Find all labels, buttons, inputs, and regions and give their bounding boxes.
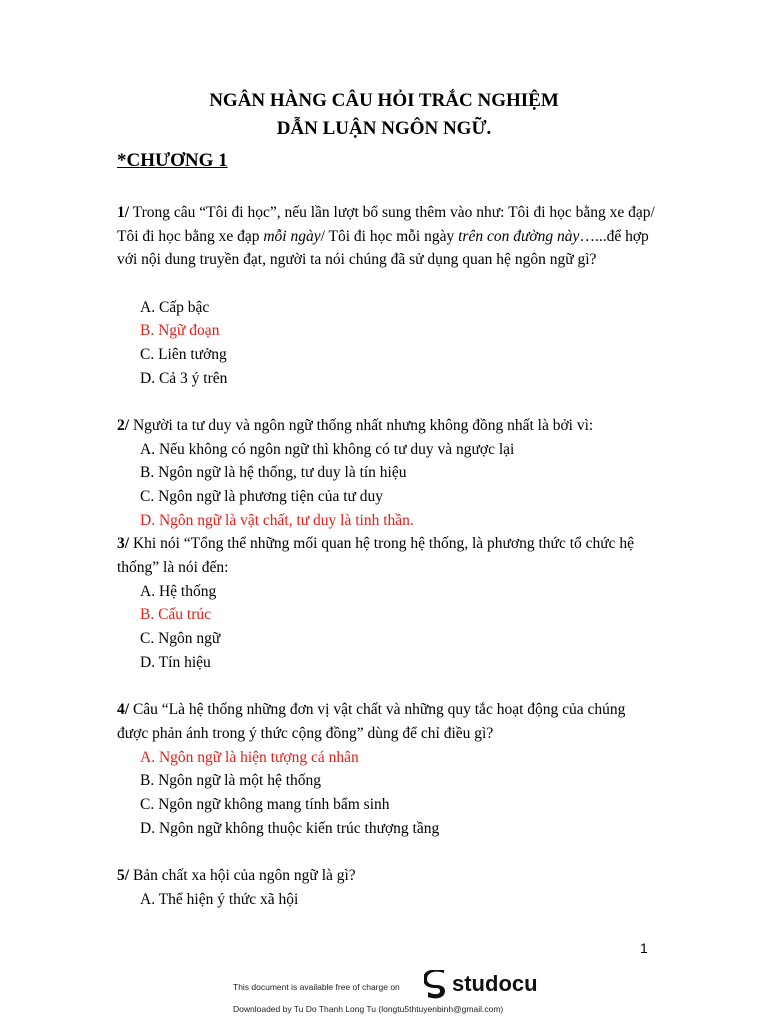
question-2 <box>117 414 657 438</box>
question-number: 3/ <box>117 535 130 552</box>
option-4d: D. Ngôn ngữ không thuộc kiến trúc thượng tầng <box>140 820 440 837</box>
option-3c: C. Ngôn ngữ <box>140 630 221 647</box>
document-title-line2: DẪN LUẬN NGÔN NGỮ. <box>276 118 492 139</box>
question-text: Khi nói “Tổng thể những mối quan hệ trong hệ thống, là phương thức tổ chức hệ thống” là nói đến: <box>117 535 635 576</box>
option-2c: C. Ngôn ngữ là phương tiện của tư duy <box>140 488 384 505</box>
studocu-brand[interactable]: studocu <box>452 971 538 996</box>
option-3d: D. Tín hiệu <box>140 654 211 671</box>
option-2b: B. Ngôn ngữ là hệ thống, tư duy là tín hiệu <box>140 464 407 481</box>
question-text: Câu “Là hệ thống những đơn vị vật chất và những quy tắc hoạt động của chúng được phản ánh trong ý thức cộng đồng” dùng để chỉ điều gì? <box>117 701 626 742</box>
option-2a: A. Nếu không có ngôn ngữ thì không có tư duy và ngược lại <box>140 441 515 458</box>
footer-availability-text: This document is available free of charge on <box>233 982 400 992</box>
question-number: 2/ <box>117 417 130 434</box>
option-5a: A. Thể hiện ý thức xã hội <box>140 891 299 908</box>
option-4c: C. Ngôn ngữ không mang tính bẩm sinh <box>140 796 390 813</box>
question-text-italic: trên con đường này <box>458 227 580 245</box>
option-1c: C. Liên tưởng <box>140 346 227 363</box>
question-text: Trong câu “Tôi đi học”, nếu lần lượt bổ sung thêm vào như: Tôi đi học bằng xe đạp/ Tôi đi học bằng xe đạp <box>117 204 655 245</box>
question-5 <box>117 864 657 888</box>
option-3a: A. Hệ thống <box>140 583 217 600</box>
studocu-logo-icon <box>424 970 448 1000</box>
question-text: Bản chất xa hội của ngôn ngữ là gì? <box>129 867 356 884</box>
option-1b-correct: B. Ngữ đoạn <box>140 322 220 339</box>
option-3b-correct: B. Cấu trúc <box>140 606 212 623</box>
footer-download-info: Downloaded by Tu Do Thanh Long Tu (longtu5thtuyenbinh@gmail.com) <box>233 1004 504 1014</box>
question-number: 5/ <box>117 867 130 884</box>
document-title-line1: NGÂN HÀNG CÂU HỎI TRẮC NGHIỆM <box>209 90 559 111</box>
question-number: 4/ <box>117 701 130 718</box>
question-4 <box>117 698 657 745</box>
question-text-italic: mỗi ngày <box>263 227 321 245</box>
question-text: Người ta tư duy và ngôn ngữ thống nhất nhưng không đồng nhất là bởi vì: <box>129 417 594 434</box>
chapter-heading: *CHƯƠNG 1 <box>117 150 228 171</box>
question-text: …...để hợp với nội dung truyền đạt, người ta nói chúng đã sử dụng quan hệ ngôn ngữ gì? <box>117 227 649 268</box>
question-3 <box>117 532 657 579</box>
option-4b: B. Ngôn ngữ là một hệ thống <box>140 772 322 789</box>
option-1d: D. Cả 3 ý trên <box>140 370 228 387</box>
question-number: 1/ <box>117 204 130 221</box>
question-text: / Tôi đi học mỗi ngày <box>320 227 459 245</box>
option-1a: A. Cấp bậc <box>140 299 210 316</box>
option-2d-correct: D. Ngôn ngữ là vật chất, tư duy là tinh thần. <box>140 512 414 529</box>
option-4a-correct: A. Ngôn ngữ là hiện tượng cá nhân <box>140 749 359 766</box>
question-1 <box>117 201 657 272</box>
page-number: 1 <box>640 940 648 956</box>
